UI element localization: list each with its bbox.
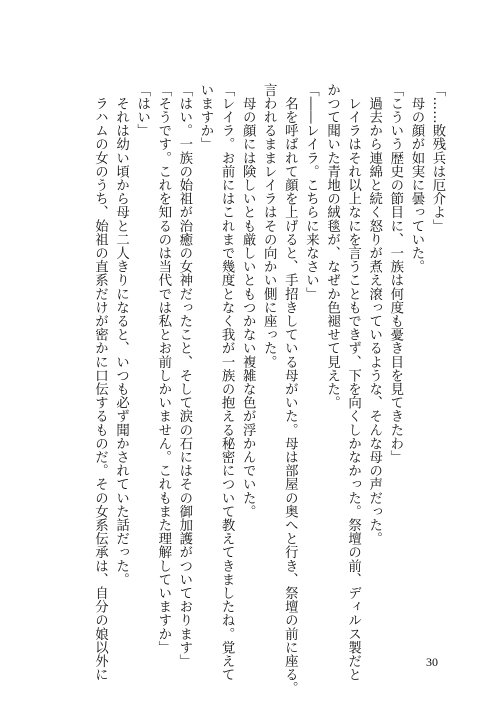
text-line: 「こういう歴史の節目に、一族は何度も憂き目を見てきたわ」 — [387, 83, 403, 464]
text-line: 「そうです。これを知るのは当代では私とお前しかいません。これもまた理解していますか」 — [155, 83, 171, 655]
page-number: 30 — [426, 655, 438, 669]
text-line: 「――レイラ。こちらに来なさい」 — [303, 83, 319, 301]
text-line: ラハムの女のうち、始祖の直系だけが密かに口伝するものだ。その女系伝承は、自分の娘以外に — [92, 83, 108, 682]
text-line: 「レイラ。お前にはこれまで幾度となく我が一族の抱える秘密について教えてきましたね。覚えて — [219, 83, 235, 682]
text-line: 「……敗残兵は厄介よ」 — [430, 83, 445, 233]
text-line: 「はい」 — [134, 83, 150, 138]
text-line: かつて聞いた青地の絨毯が、なぜか色褪せて見えた。 — [324, 83, 340, 410]
text-line: 言われるままレイラはその向かい側に座った。 — [261, 83, 277, 369]
text-line: 過去から連綿と続く怒りが煮え滾っているような、そんな母の声だった。 — [366, 83, 382, 546]
text-line: 母の顔には険しいとも厳しいともつかない複雑な色が浮かんでいた。 — [240, 83, 256, 519]
text-line: 名を呼ばれて顔を上げると、手招きしている母がいた。母は部屋の奥へと行き、祭壇の前に座る。 — [282, 83, 298, 695]
text-line: 母の顔が如実に曇っていた。 — [408, 83, 424, 274]
text-line: それは幼い頃から母と二人きりになると、いつも必ず聞かされていた話だった。 — [113, 83, 129, 587]
text-line: いますか」 — [197, 83, 213, 151]
text-line: レイラはそれ以上なにを言うこともできず、下を向くしかなかった。祭壇の前、ディルス製だと — [345, 83, 361, 682]
text-line: 「はい。一族の始祖が治癒の女神だったこと、そして涙の石にはその御加護がついております」 — [176, 83, 192, 668]
